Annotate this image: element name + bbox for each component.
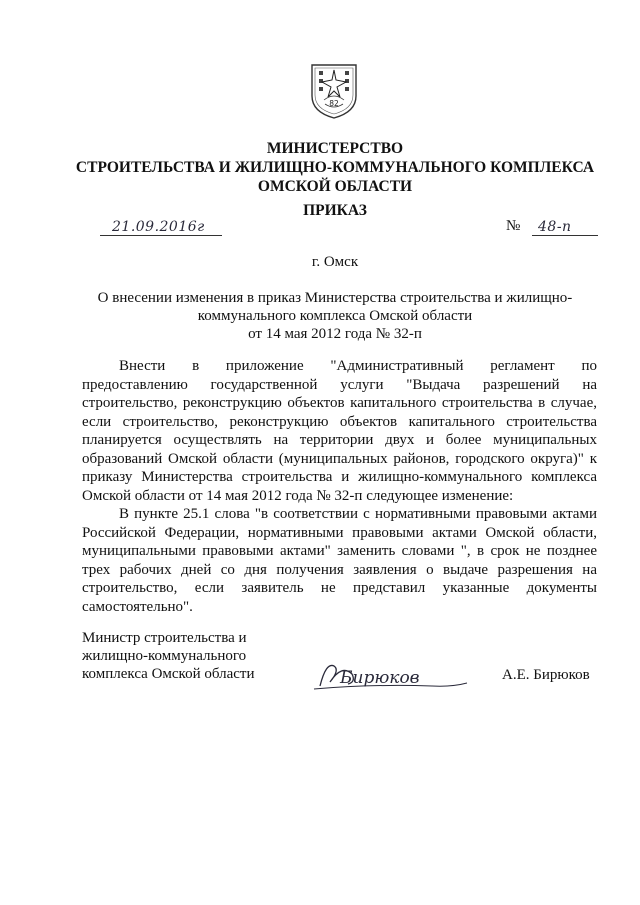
handwritten-signature bbox=[312, 656, 472, 696]
body-line: самостоятельно". bbox=[82, 598, 193, 615]
signature-text: Бирюков bbox=[340, 668, 420, 688]
coat-of-arms-emblem bbox=[309, 62, 359, 120]
body-line: приказу Министерства строительства и жилищно-коммунального комплекса bbox=[82, 469, 597, 485]
signer-name: А.Е. Бирюков bbox=[502, 667, 590, 683]
signer-line-1: Министр строительства и bbox=[82, 630, 247, 646]
number-handwritten: 48-п bbox=[538, 219, 572, 235]
date-handwritten: 21.09.2016г bbox=[112, 219, 205, 235]
signer-line-3: комплекса Омской области bbox=[82, 666, 255, 682]
date-field bbox=[100, 217, 222, 236]
body-line: Омской области от 14 мая 2012 года № 32-п следующее изменение: bbox=[82, 487, 514, 504]
signer-line-2: жилищно-коммунального bbox=[82, 648, 247, 664]
body-line: строительство, реконструкцию объектов капитального строительства в случае, bbox=[82, 395, 597, 411]
body-line: Российской Федерации, нормативными правовыми актами Омской области, bbox=[82, 524, 597, 541]
body-line: предоставлению государственной услуги "Выдача разрешений на bbox=[82, 376, 597, 393]
signer-title bbox=[82, 629, 255, 683]
body-line: строительство, если заявитель не представил указанные документы bbox=[82, 580, 597, 596]
body-line: В пункте 25.1 слова "в соответствии с нормативными правовыми актами bbox=[119, 506, 597, 522]
number-label: № bbox=[506, 218, 521, 234]
emblem-number: 82 bbox=[329, 99, 339, 108]
number-field bbox=[532, 217, 598, 236]
subject-line-1: О внесении изменения в приказ Министерства строительства и жилищно- bbox=[97, 290, 573, 306]
body-line: Внести в приложение "Административный регламент по bbox=[119, 358, 597, 374]
subject-line-3: от 14 мая 2012 года № 32-п bbox=[248, 326, 422, 342]
city: г. Омск bbox=[311, 254, 359, 270]
body-line: трех рабочих дней со дня получения заявления о выдаче разрешения на bbox=[82, 561, 597, 578]
body-line: планируется осуществлять на территории двух и более муниципальных bbox=[82, 432, 597, 448]
header-line-1: МИНИСТЕРСТВО bbox=[266, 140, 404, 157]
order-body bbox=[82, 357, 597, 616]
order-subject bbox=[40, 289, 630, 343]
header-line-3: ОМСКОЙ ОБЛАСТИ bbox=[257, 178, 413, 195]
header-line-2: СТРОИТЕЛЬСТВА И ЖИЛИЩНО-КОММУНАЛЬНОГО КОМПЛЕКСА bbox=[75, 159, 595, 176]
ministry-header bbox=[40, 139, 630, 196]
body-line: муниципальными правовыми актами" заменить словами ", в срок не позднее bbox=[82, 543, 597, 559]
body-line: если строительство, реконструкцию объектов капитального строительства bbox=[82, 413, 597, 430]
order-title: ПРИКАЗ bbox=[303, 202, 367, 219]
body-line: образований Омской области (муниципальных районов, городского округа)" к bbox=[82, 450, 597, 467]
subject-line-2: коммунального комплекса Омской области bbox=[197, 308, 473, 324]
